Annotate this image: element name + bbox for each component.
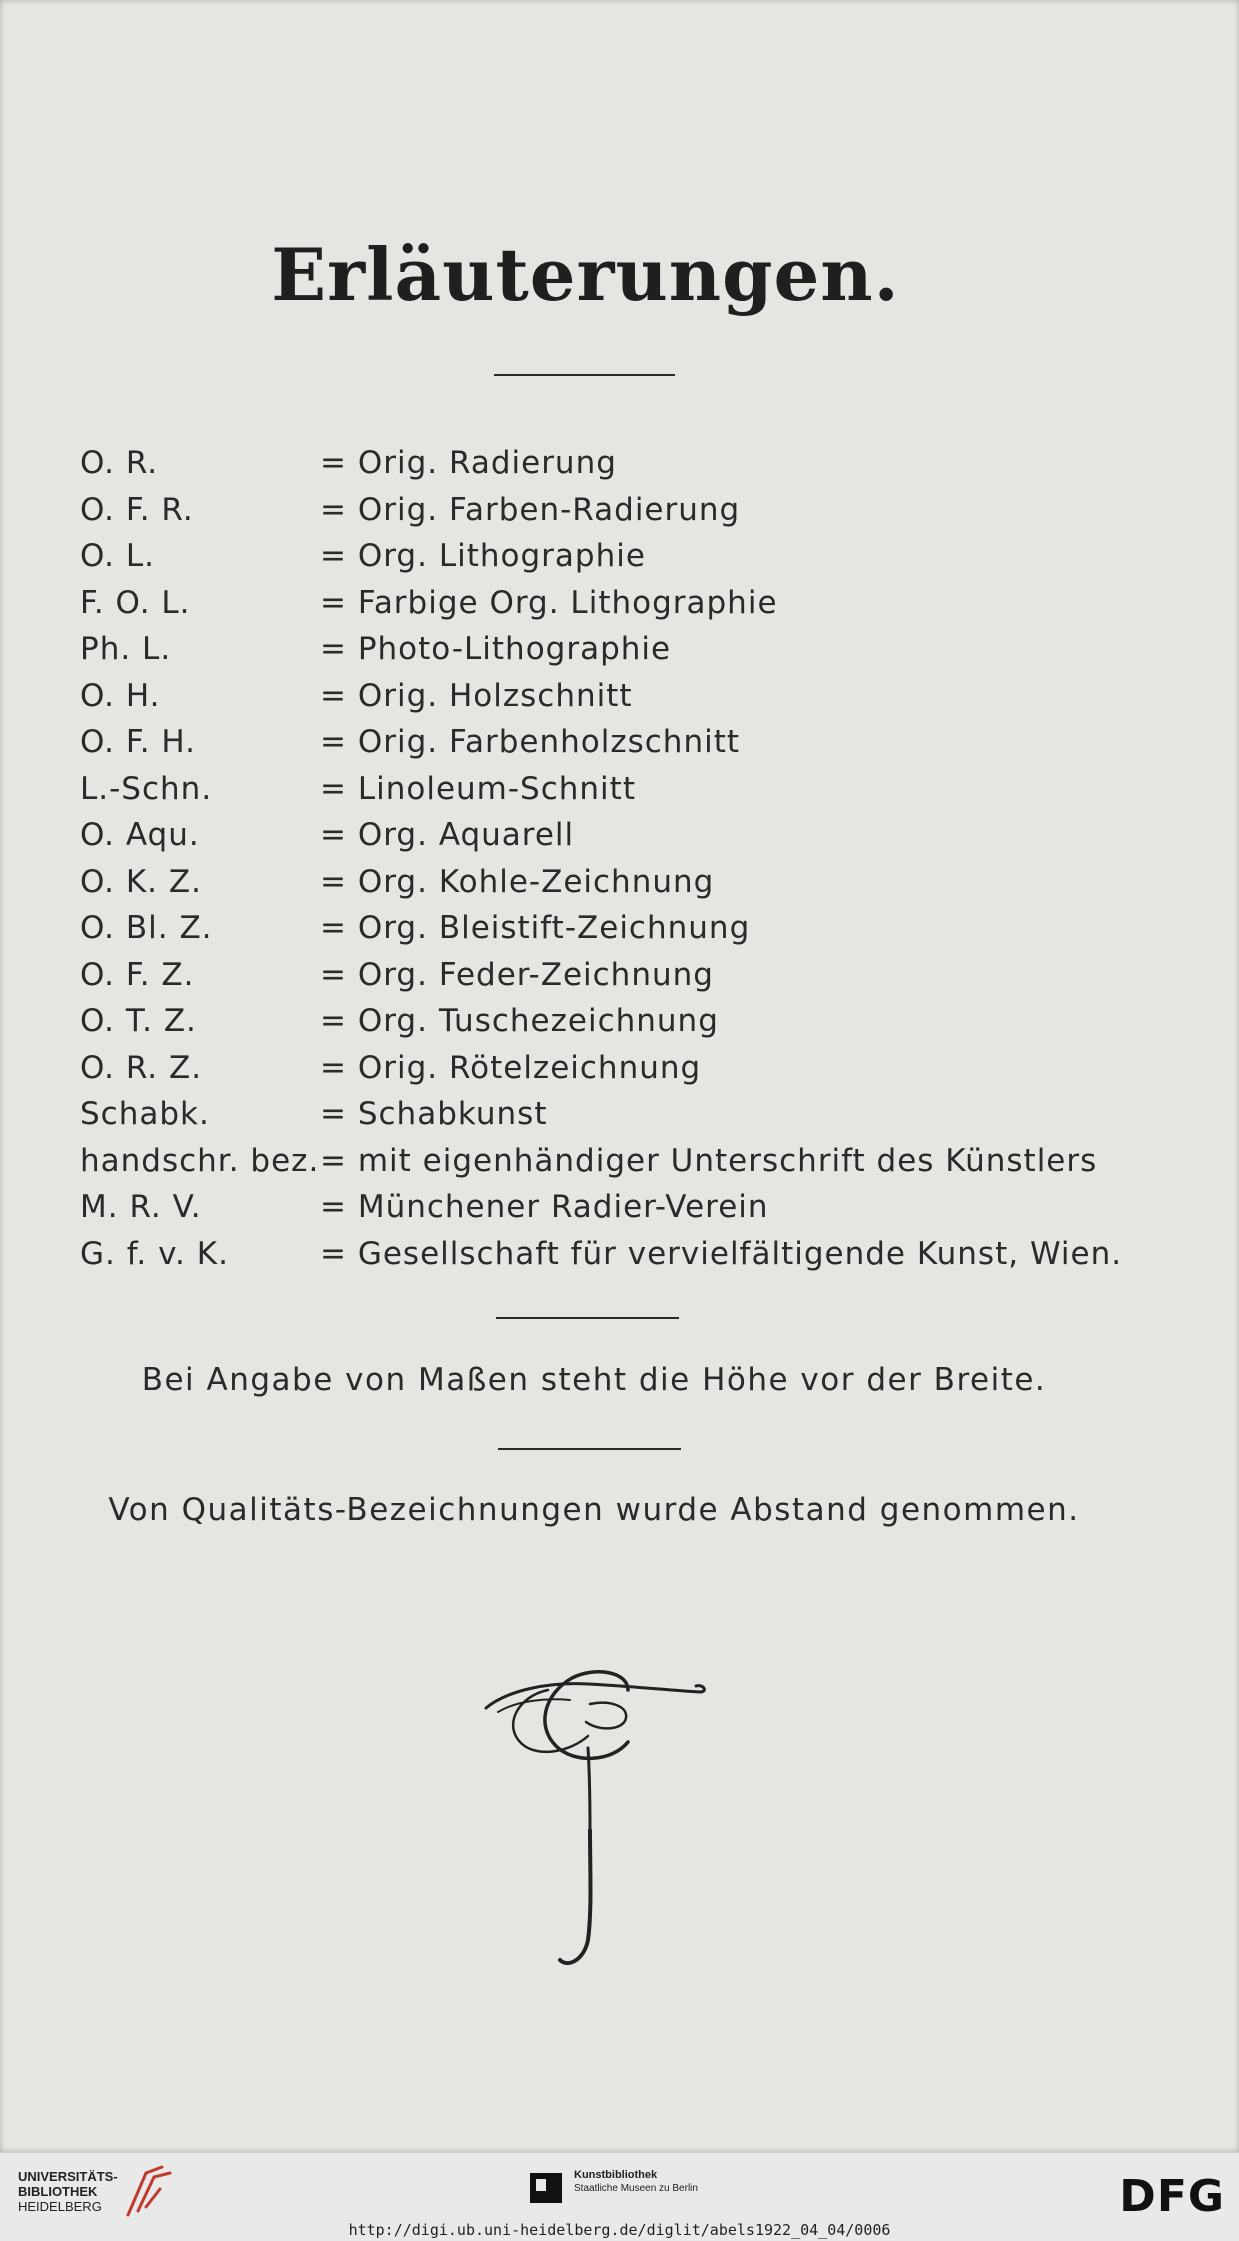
page-title: Erläuterungen. bbox=[271, 232, 900, 317]
library-emblem-icon bbox=[124, 2163, 174, 2219]
abbreviation-row bbox=[80, 1091, 1180, 1138]
abbreviation-row bbox=[80, 487, 1180, 534]
kunstbibliothek-name: Kunstbibliothek bbox=[574, 2169, 658, 2181]
abbreviation: O. Bl. Z. bbox=[80, 910, 213, 946]
abbreviation-meaning: = Org. Kohle-Zeichnung bbox=[320, 863, 715, 900]
abbreviation-meaning: = Org. Bleistift-Zeichnung bbox=[320, 910, 751, 946]
abbreviation-meaning: = Farbige Org. Lithographie bbox=[320, 584, 778, 621]
abbreviation-meaning: = Org. Feder-Zeichnung bbox=[320, 956, 714, 993]
abbreviation: G. f. v. K. bbox=[80, 1235, 229, 1272]
abbreviation-row bbox=[80, 812, 1180, 859]
abbreviation-row bbox=[80, 1138, 1180, 1185]
dfg-logo: DFG bbox=[1119, 2171, 1225, 2222]
section-divider bbox=[498, 1448, 681, 1450]
abbreviation-meaning: = Linoleum-Schnitt bbox=[320, 770, 636, 807]
abbreviation: L.-Schn. bbox=[80, 770, 213, 807]
abbreviation-meaning: = Münchener Radier-Verein bbox=[320, 1189, 769, 1225]
abbreviation-row bbox=[80, 626, 1180, 673]
abbreviation-row bbox=[80, 766, 1180, 813]
abbreviation-row bbox=[80, 998, 1180, 1045]
kunstbibliothek-mark-icon bbox=[528, 2171, 564, 2205]
abbreviation: O. Aqu. bbox=[80, 817, 200, 853]
section-divider bbox=[496, 1317, 679, 1319]
abbreviation: O. R. Z. bbox=[80, 1049, 203, 1086]
abbreviation-meaning: = Orig. Farbenholzschnitt bbox=[320, 724, 741, 760]
library-name-line: BIBLIOTHEK bbox=[18, 2184, 98, 2199]
abbreviation-row bbox=[80, 440, 1180, 487]
library-name-line: HEIDELBERG bbox=[18, 2199, 102, 2214]
abbreviation-row bbox=[80, 952, 1180, 999]
abbreviation: O. K. Z. bbox=[80, 863, 202, 900]
abbreviation-row bbox=[80, 1184, 1180, 1231]
abbreviation-row bbox=[80, 1045, 1180, 1092]
abbreviation-row bbox=[80, 1231, 1180, 1278]
permalink-url[interactable]: http://digi.ub.uni-heidelberg.de/diglit/abels1922_04_04/0006 bbox=[348, 2221, 891, 2239]
abbreviation-meaning: = Orig. Rötelzeichnung bbox=[320, 1049, 702, 1086]
abbreviation-meaning: = mit eigenhändiger Unterschrift des Künstlers bbox=[320, 1142, 1098, 1179]
abbreviation-row bbox=[80, 905, 1180, 952]
abbreviation-row bbox=[80, 859, 1180, 906]
monogram-ornament bbox=[478, 1660, 718, 1980]
digitization-footer bbox=[0, 2152, 1239, 2241]
abbreviation: handschr. bez. bbox=[80, 1142, 320, 1179]
abbreviation-meaning: = Orig. Holzschnitt bbox=[320, 677, 633, 714]
abbreviation-meaning: = Photo-Lithographie bbox=[320, 631, 672, 667]
abbreviation-row bbox=[80, 673, 1180, 720]
abbreviation-row bbox=[80, 580, 1180, 627]
abbreviation: O. R. bbox=[80, 445, 159, 481]
abbreviation-meaning: = Schabkunst bbox=[320, 1096, 548, 1132]
kunstbibliothek-subtitle: Staatliche Museen zu Berlin bbox=[574, 2183, 698, 2194]
title-divider bbox=[494, 374, 675, 376]
abbreviation-meaning: = Org. Lithographie bbox=[320, 538, 646, 574]
abbreviation: Ph. L. bbox=[80, 631, 172, 667]
quality-note: Von Qualitäts-Bezeichnungen wurde Abstand genommen. bbox=[108, 1492, 1080, 1528]
abbreviation-meaning: = Org. Aquarell bbox=[320, 817, 575, 853]
measures-note: Bei Angabe von Maßen steht die Höhe vor der Breite. bbox=[141, 1362, 1047, 1398]
abbreviation-meaning: = Orig. Radierung bbox=[320, 445, 617, 481]
abbreviation: Schabk. bbox=[80, 1096, 210, 1132]
abbreviation: O. T. Z. bbox=[80, 1003, 197, 1039]
university-library-logo bbox=[18, 2169, 118, 2214]
abbreviation: O. F. Z. bbox=[80, 956, 195, 993]
abbreviation-row bbox=[80, 533, 1180, 580]
abbreviation-meaning: = Orig. Farben-Radierung bbox=[320, 491, 741, 528]
abbreviation: M. R. V. bbox=[80, 1189, 202, 1225]
abbreviation-meaning: = Org. Tuschezeichnung bbox=[320, 1003, 719, 1039]
library-name-line: UNIVERSITÄTS- bbox=[18, 2169, 118, 2184]
abbreviation: O. F. R. bbox=[80, 491, 194, 528]
abbreviation-list bbox=[80, 440, 1180, 1277]
abbreviation-row bbox=[80, 719, 1180, 766]
abbreviation: O. H. bbox=[80, 677, 161, 714]
abbreviation: F. O. L. bbox=[80, 584, 191, 621]
abbreviation: O. L. bbox=[80, 538, 155, 574]
abbreviation-meaning: = Gesellschaft für vervielfältigende Kunst, Wien. bbox=[320, 1235, 1123, 1272]
abbreviation: O. F. H. bbox=[80, 724, 197, 760]
